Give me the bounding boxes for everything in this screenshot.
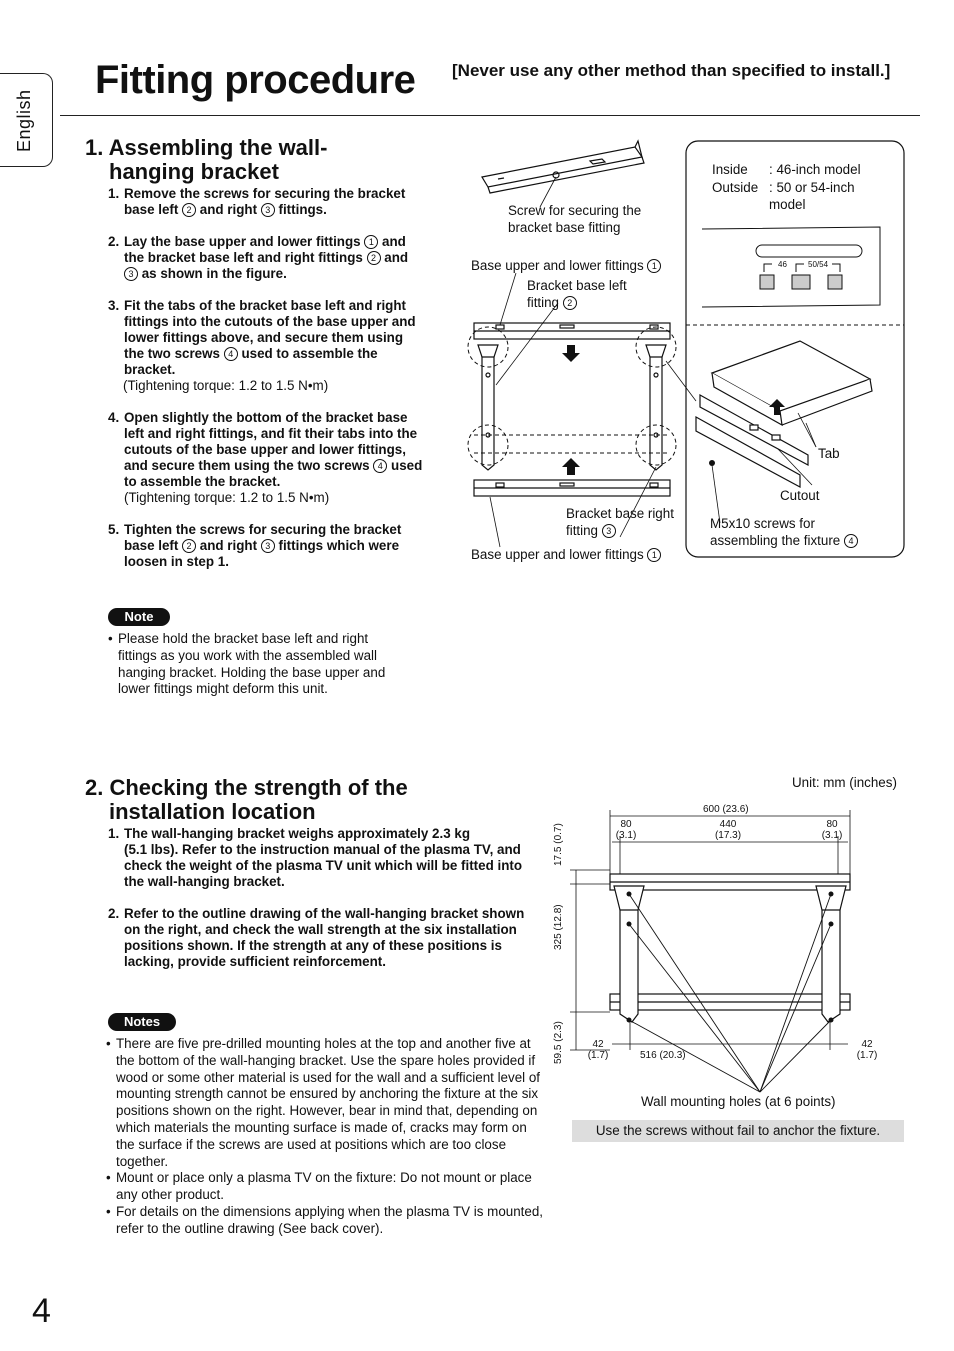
section2-steps — [108, 826, 548, 986]
note-item: • Mount or place only a plasma TV on the fixture: Do not mount or place any other product. — [106, 1170, 532, 1203]
step-1: 1. Remove the screws for securing the bracket base left 2 and right 3 fittings. — [108, 186, 406, 217]
base-upper-lower-label-top: Base upper and lower fittings 1 — [471, 257, 661, 274]
dim-516: 516 (20.3) — [640, 1050, 686, 1061]
step-3: 3. Fit the tabs of the bracket base left and right fittings into the cutouts of the base upper and lower fittings above, and secure them using the two screws 4 used to assemble the bracket. (Tightening torque: 1.2 to 1.5 N•m) — [108, 298, 416, 393]
cutout-label: Cutout — [780, 488, 820, 503]
down-arrow-icon — [562, 345, 580, 362]
dim-42-left: 42 (1.7) — [587, 1039, 609, 1061]
bracket-base-left-label: Bracket base left fitting 2 — [527, 278, 627, 310]
m5-screw-label: M5x10 screws for assembling the fixture 4 — [710, 515, 880, 549]
note-badge: Note — [108, 608, 170, 626]
title-rule — [60, 115, 920, 116]
dim-440: 440 (17.3) — [714, 819, 742, 841]
bracket-frame — [610, 874, 850, 1022]
bracket-perspective-drawing — [482, 141, 644, 193]
dim-600: 600 (23.6) — [703, 804, 749, 815]
base-upper-lower-label-bottom: Base upper and lower fittings 1 — [471, 546, 661, 563]
mark-46: 46 — [778, 260, 787, 269]
bracket-base-right — [646, 345, 666, 470]
notes-badge: Notes — [108, 1013, 176, 1031]
cutout-panel-drawing — [702, 227, 880, 307]
section2-step-1: 1. The wall-hanging bracket weighs approximately 2.3 kg (5.1 lbs). Refer to the instruction manual of the plasma TV, and check the weight of the plasma TV unit which will be fitted into the wall-hanging bracket. — [108, 826, 523, 889]
inside-label: Inside — [712, 162, 748, 177]
dim-17: 17.5 (0.7) — [553, 823, 564, 866]
bracket-base-left — [478, 345, 498, 470]
language-tab — [0, 73, 53, 167]
section1-note: • Please hold the bracket base left and right fittings as you work with the assembled wall hanging bracket. Holding the base upper and lower fittings might deform this unit. — [108, 631, 386, 697]
mark-5054: 50/54 — [808, 260, 829, 269]
screw-notice: Use the screws without fail to anchor the fixture. — [572, 1120, 904, 1142]
unit-label: Unit: mm (inches) — [792, 775, 897, 790]
step-2: 2. Lay the base upper and lower fittings 1 and the bracket base left and right fittings 2 and 3 as shown in the figure. — [108, 234, 409, 281]
inside-value: : 46-inch model — [769, 162, 861, 177]
note-item: • There are five pre-drilled mounting holes at the top and another five at the bottom of the wall-hanging bracket. Use the spare holes provided if wood or some other material is used for the wall and a sufficient level of mounting strength cannot be ensured by anchoring the fixture at the six positions shown on the right. However, bear in mind that, depending on which materials the mounting surface is made of, cracks may form on the surface if the screws are used at positions which are too close together. — [106, 1036, 541, 1169]
section2-heading: 2. Checking the strength of the installation location — [85, 775, 408, 824]
outside-label: Outside — [712, 180, 759, 195]
section1-heading: 1. Assembling the wall- hanging bracket — [85, 135, 328, 184]
base-upper-fitting — [474, 323, 670, 339]
note-item: • For details on the dimensions applying when the plasma TV is mounted, refer to the outline drawing (See back cover). — [106, 1203, 544, 1236]
page-title: Fitting procedure — [95, 58, 416, 102]
outside-value: : 50 or 54-inch model — [769, 180, 855, 212]
step-5: 5. Tighten the screws for securing the bracket base left 2 and right 3 fittings which were loosen in step 1. — [108, 522, 402, 569]
section2-notes — [106, 1036, 546, 1238]
screw-label: Screw for securing the bracket base fitting — [508, 203, 642, 235]
dim-59: 59.5 (2.3) — [553, 1021, 564, 1064]
language-tab-label: English — [14, 89, 34, 152]
base-lower-fitting — [474, 480, 670, 496]
dim-80-right: 80 (3.1) — [821, 819, 843, 841]
mounting-holes-label: Wall mounting holes (at 6 points) — [641, 1094, 836, 1109]
dim-42-right: 42 (1.7) — [856, 1039, 878, 1061]
warning-note: [Never use any other method than specified to install.] — [452, 61, 891, 80]
step-4: 4. Open slightly the bottom of the bracket base left and right fittings, and fit their tabs into the cutouts of the base upper and lower fittings, and secure them using the two screws 4 used to assemble the bracket. (Tightening torque: 1.2 to 1.5 N•m) — [108, 410, 423, 505]
page-number: 4 — [32, 1292, 51, 1330]
corner-detail-drawing — [696, 341, 872, 487]
dim-80-left: 80 (3.1) — [615, 819, 637, 841]
dim-325: 325 (12.8) — [553, 904, 564, 950]
section1-steps — [108, 186, 428, 586]
bracket-base-right-label: Bracket base right fitting 3 — [566, 506, 674, 538]
section2-step-2: 2. Refer to the outline drawing of the wall-hanging bracket shown on the right, and check the wall strength at the six installation positions shown. If the strength at any of these positions is lacking, provide sufficient reinforcement. — [108, 906, 525, 969]
tab-label: Tab — [818, 446, 840, 461]
up-arrow-icon — [562, 458, 580, 475]
